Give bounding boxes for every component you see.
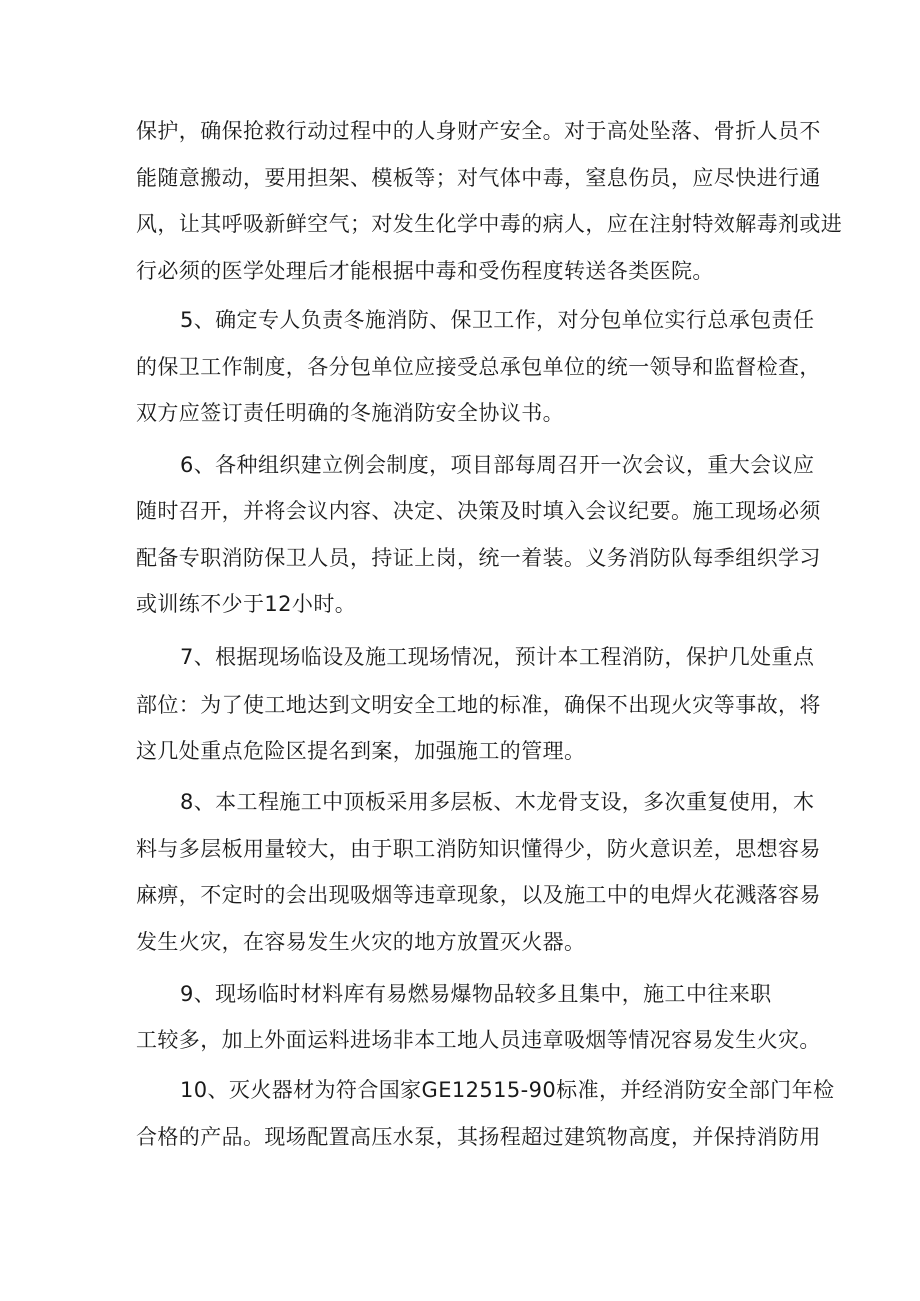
text-line: 5、确定专人负责冬施消防、保卫工作，对分包单位实行总承包责任: [180, 308, 815, 332]
text-line: 能随意搬动，要用担架、模板等；对气体中毒，窒息伤员，应尽快进行通: [136, 166, 821, 190]
text-line: 6、各种组织建立例会制度，项目部每周召开一次会议，重大会议应: [180, 453, 815, 477]
text-line: 行必须的医学处理后才能根据中毒和受伤程度转送各类医院。: [136, 259, 714, 283]
text-line: 保护，确保抢救行动过程中的人身财产安全。对于高处坠落、骨折人员不: [136, 119, 821, 143]
text-line: 9、现场临时材料库有易燃易爆物品较多且集中，施工中往来职: [180, 982, 772, 1006]
text-line: 10、灭火器材为符合国家GE12515-90标准，并经消防安全部门年检: [180, 1078, 835, 1102]
text-line: 或训练不少于12小时。: [136, 592, 357, 616]
text-line: 双方应签订责任明确的冬施消防安全协议书。: [136, 401, 564, 425]
text-line: 合格的产品。现场配置高压水泵，其扬程超过建筑物高度，并保持消防用: [136, 1125, 821, 1149]
text-line: 发生火灾，在容易发生火灾的地方放置灭火器。: [136, 930, 586, 954]
text-line: 麻痹，不定时的会出现吸烟等违章现象，以及施工中的电焊火花溅落容易: [136, 883, 821, 907]
text-line: 风，让其呼吸新鲜空气；对发生化学中毒的病人，应在注射特效解毒剂或进: [136, 212, 843, 236]
text-line: 的保卫工作制度，各分包单位应接受总承包单位的统一领导和监督检查，: [136, 355, 821, 379]
text-line: 随时召开，并将会议内容、决定、决策及时填入会议纪要。施工现场必须: [136, 499, 821, 523]
text-line: 工较多，加上外面运料进场非本工地人员违章吸烟等情况容易发生火灾。: [136, 1028, 821, 1052]
text-line: 配备专职消防保卫人员，持证上岗，统一着装。义务消防队每季组织学习: [136, 546, 821, 570]
text-line: 7、根据现场临设及施工现场情况，预计本工程消防，保护几处重点: [180, 645, 815, 669]
text-line: 料与多层板用量较大，由于职工消防知识懂得少，防火意识差，思想容易: [136, 837, 821, 861]
text-line: 8、本工程施工中顶板采用多层板、木龙骨支设，多次重复使用，木: [180, 790, 815, 814]
text-line: 这几处重点危险区提名到案，加强施工的管理。: [136, 739, 586, 763]
text-line: 部位：为了使工地达到文明安全工地的标准，确保不出现火灾等事故，将: [136, 693, 821, 717]
